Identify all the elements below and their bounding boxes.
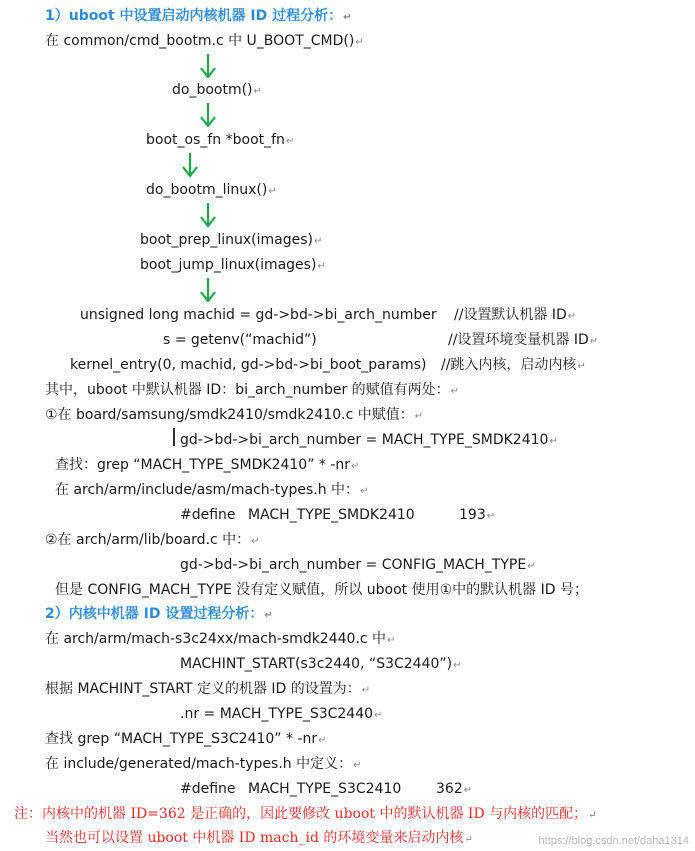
para-board-c: ②在 arch/arm/lib/board.c 中：↵ [45, 532, 260, 548]
line-boot-os-fn: boot_os_fn *boot_fn↵ [146, 132, 295, 148]
down-arrow-icon [198, 52, 218, 80]
para-mach-smdk2440: 在 arch/arm/mach-s3c24xx/mach-smdk2440.c 中↵ [45, 631, 396, 647]
code-machint-start: MACHINT_START(s3c2440, “S3C2440”)↵ [180, 656, 462, 672]
comment-machid: //设置默认机器 ID↵ [454, 307, 577, 323]
code-machid: unsigned long machid = gd->bd->bi_arch_number [80, 307, 437, 323]
grep-s3c2410: 查找 grep “MACH_TYPE_S3C2410” * -nr↵ [45, 731, 327, 747]
code-getenv: s = getenv(“machid”) [163, 332, 317, 348]
cursor-bar [173, 428, 175, 446]
code-nr: .nr = MACH_TYPE_S3C2440↵ [180, 706, 383, 722]
para-mach-types: 在 arch/arm/include/asm/mach-types.h 中：↵ [55, 482, 369, 498]
line-do-bootm: do_bootm()↵ [172, 82, 262, 98]
define-keyword-2: #define [180, 781, 236, 797]
down-arrow-icon [198, 201, 218, 229]
define-name-2: MACH_TYPE_S3C2410 [248, 781, 402, 797]
line-cmd-bootm: 在 common/cmd_bootm.c 中 U_BOOT_CMD()↵ [45, 33, 364, 49]
down-arrow-icon [198, 101, 218, 129]
line-boot-jump: boot_jump_linux(images)↵ [140, 257, 326, 273]
line-boot-prep: boot_prep_linux(images)↵ [140, 232, 323, 248]
down-arrow-icon [180, 151, 200, 179]
define-name: MACH_TYPE_SMDK2410 [248, 507, 415, 523]
para-generated: 在 include/generated/mach-types.h 中定义：↵ [45, 756, 362, 772]
watermark: https://blog.csdn.net/daha1314 [538, 835, 689, 847]
para-default-id: 其中，uboot 中默认机器 ID：bi_arch_number 的赋值有两处：↵ [45, 382, 460, 398]
para-machint-def: 根据 MACHINT_START 定义的机器 ID 的设置为：↵ [45, 681, 371, 697]
para-config-undefined: 但是 CONFIG_MACH_TYPE 没有定义赋值，所以 uboot 使用①中的默认机器 ID 号； [55, 582, 588, 598]
code-arch-number: gd->bd->bi_arch_number = MACH_TYPE_SMDK2410↵ [180, 432, 558, 448]
define-value: 193↵ [459, 507, 496, 523]
note-line-2: 当然也可以设置 uboot 中机器 ID mach_id 的环境变量来启动内核↵ [45, 830, 473, 846]
code-kernel-entry: kernel_entry(0, machid, gd->bd->bi_boot_params) [70, 357, 427, 373]
comment-kernel-entry: //跳入内核，启动内核↵ [441, 357, 586, 373]
comment-getenv: //设置环境变量机器 ID↵ [448, 332, 599, 348]
define-keyword: #define [180, 507, 236, 523]
code-config-mach: gd->bd->bi_arch_number = CONFIG_MACH_TYPE↵ [180, 557, 536, 573]
down-arrow-icon [198, 276, 218, 304]
define-value-2: 362↵ [436, 781, 473, 797]
note-line-1: 注：内核中的机器 ID=362 是正确的，因此要修改 uboot 中的默认机器 ID 与内核的匹配；↵ [14, 806, 597, 822]
para-board-file: ①在 board/samsung/smdk2410/smdk2410.c 中赋值：↵ [45, 407, 424, 423]
line-do-bootm-linux: do_bootm_linux()↵ [146, 182, 277, 198]
heading-kernel: 2）内核中机器 ID 设置过程分析：↵ [45, 606, 273, 622]
heading-uboot: 1）uboot 中设置启动内核机器 ID 过程分析：↵ [45, 8, 352, 24]
grep-smdk2410: 查找：grep “MACH_TYPE_SMDK2410” * -nr↵ [55, 457, 360, 473]
